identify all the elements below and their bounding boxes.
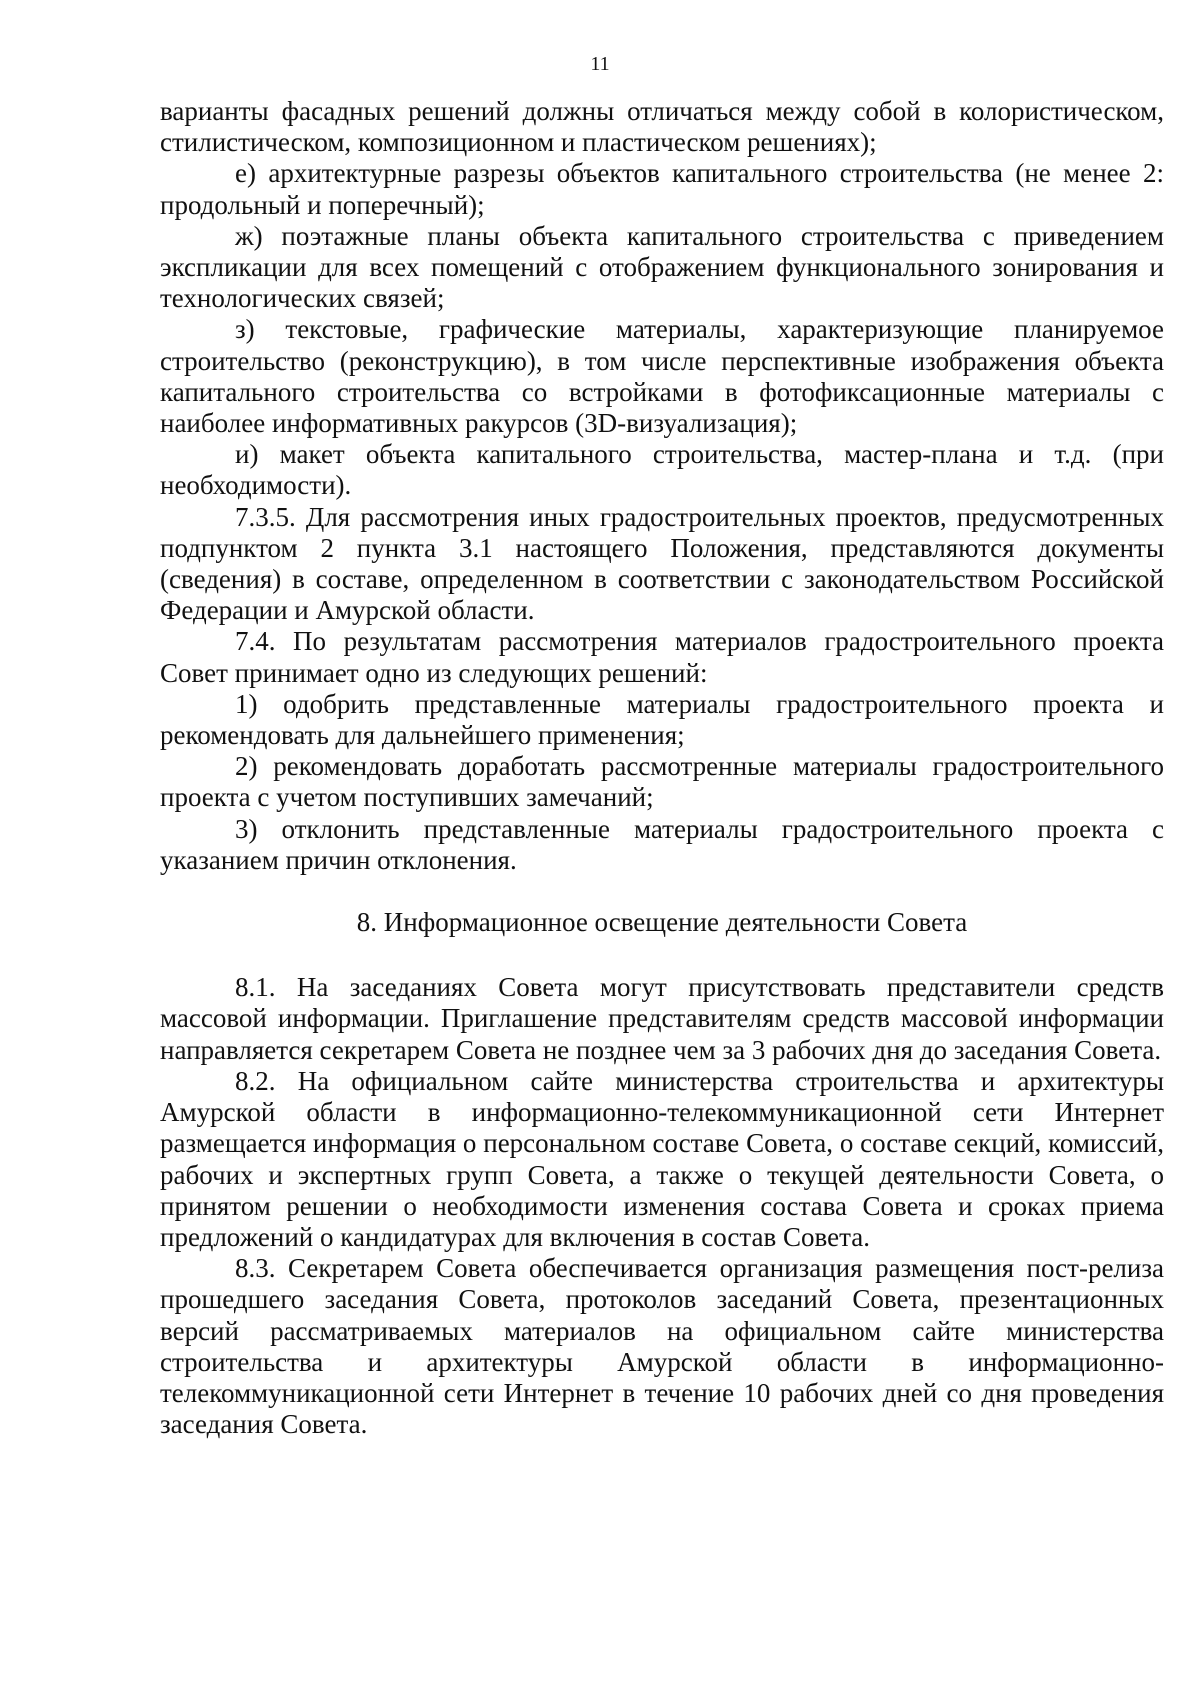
paragraph-facade-variants: варианты фасадных решений должны отличаться между собой в колористическом, стилистическом, композиционном и пластическом решениях); xyxy=(160,96,1164,158)
paragraph-item-zh: ж) поэтажные планы объекта капитального строительства с приведением экспликации для всех помещений с отображением функционального зонирования и технологических связей; xyxy=(160,220,1164,314)
paragraph-7-3-5: 7.3.5. Для рассмотрения иных градостроительных проектов, предусмотренных подпунктом 2 пункта 3.1 настоящего Положения, представляются документы (сведения) в составе, определенном в соответствии с законодательством Российской Федерации и Амурской области. xyxy=(160,501,1164,626)
paragraph-decision-1: 1) одобрить представленные материалы градостроительного проекта и рекомендовать для дальнейшего применения; xyxy=(160,688,1164,751)
paragraph-8-1: 8.1. На заседаниях Совета могут присутствовать представители средств массовой информации. Приглашение представителям средств массовой информации направляется секретарем Совета не позднее чем за 3 рабочих дня до заседания Совета. xyxy=(160,972,1164,1065)
document-body xyxy=(160,96,1164,1440)
paragraph-8-3: 8.3. Секретарем Совета обеспечивается организация размещения пост-релиза прошедшего заседания Совета, протоколов заседаний Совета, презентационных версий рассматриваемых материалов на официальном сайте министерства строительства и архитектуры Амурской области в информационно-телекоммуникационной сети Интернет в течение 10 рабочих дней со дня проведения заседания Совета. xyxy=(160,1253,1164,1440)
page-number: 11 xyxy=(590,53,610,75)
paragraph-item-e: е) архитектурные разрезы объектов капитального строительства (не менее 2: продольный и поперечный); xyxy=(160,158,1164,220)
paragraph-item-i: и) макет объекта капитального строительства, мастер-плана и т.д. (при необходимости). xyxy=(160,439,1164,501)
paragraph-decision-2: 2) рекомендовать доработать рассмотренные материалы градостроительного проекта с учетом поступивших замечаний; xyxy=(160,751,1164,813)
paragraph-decision-3: 3) отклонить представленные материалы градостроительного проекта с указанием причин отклонения. xyxy=(160,813,1164,875)
paragraph-7-4: 7.4. По результатам рассмотрения материалов градостроительного проекта Совет принимает одно из следующих решений: xyxy=(160,626,1164,688)
paragraph-item-z: з) текстовые, графические материалы, характеризующие планируемое строительство (реконструкцию), в том числе перспективные изображения объекта капитального строительства со встройками в фотофиксационные материалы с наиболее информативных ракурсов (3D-визуализация); xyxy=(160,314,1164,439)
section-heading-8: 8. Информационное освещение деятельности Совета xyxy=(356,907,968,938)
paragraph-8-2: 8.2. На официальном сайте министерства строительства и архитектуры Амурской области в информационно-телекоммуникационной сети Интернет размещается информация о персональном составе Совета, о составе секций, комиссий, рабочих и экспертных групп Совета, а также о текущей деятельности Совета, о принятом решении о необходимости изменения состава Совета и сроках приема предложений о кандидатурах для включения в состав Совета. xyxy=(160,1065,1164,1252)
